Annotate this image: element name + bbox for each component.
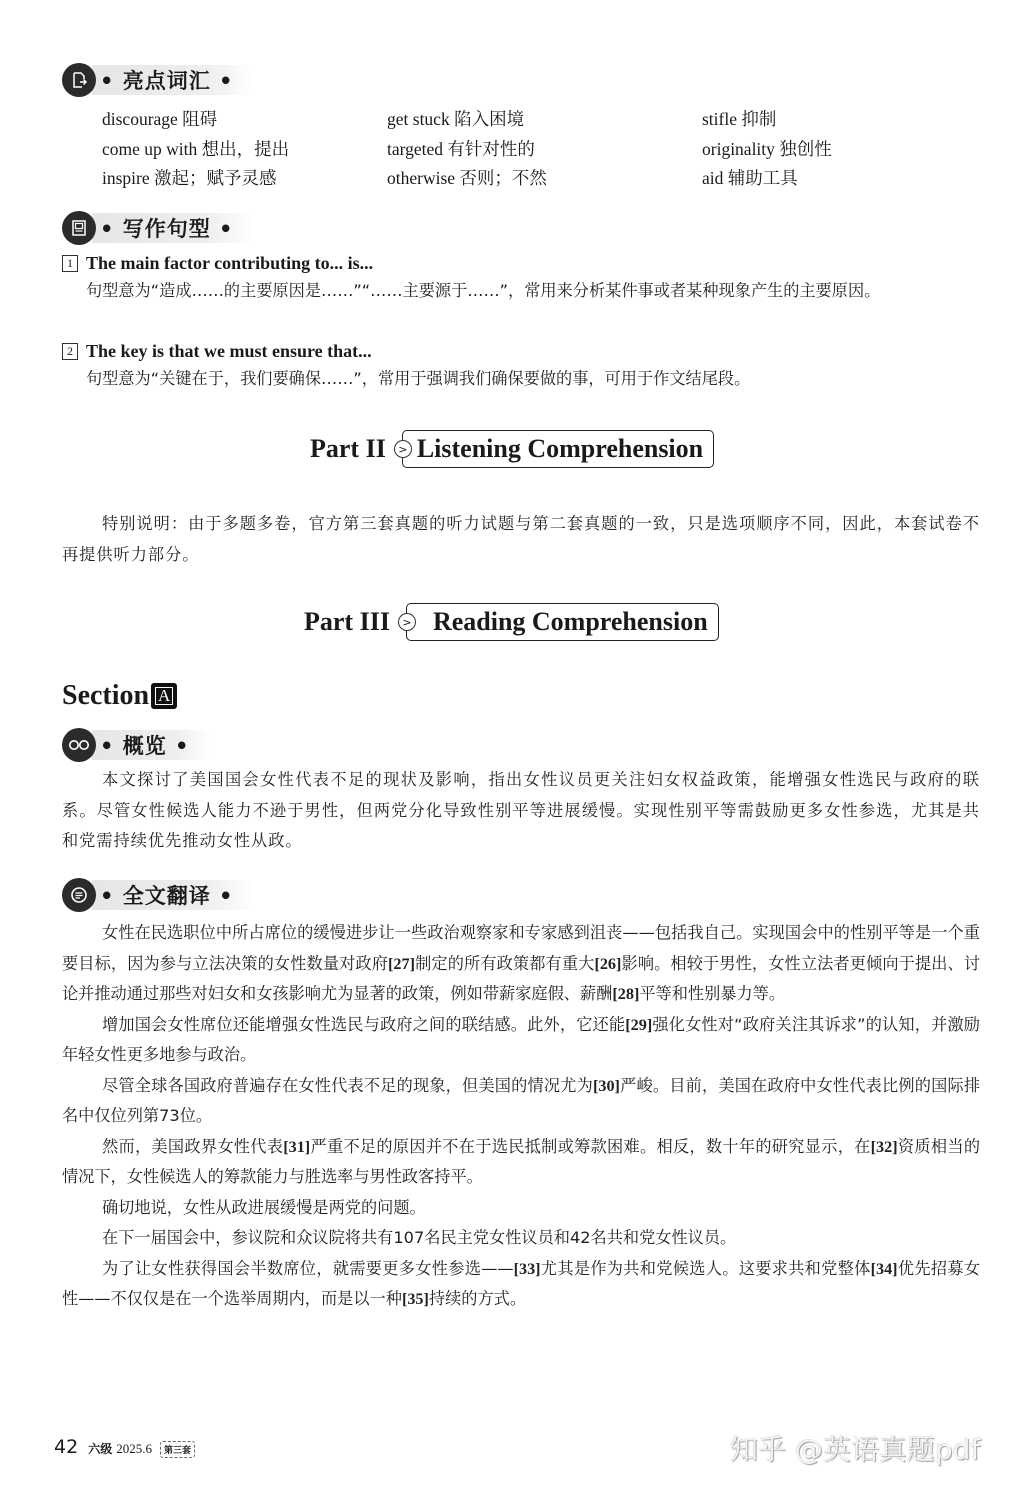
exam-date: 2025.6	[116, 1441, 152, 1456]
section-badge-letter: A	[155, 687, 173, 705]
overview-heading-title: • 概览 •	[92, 730, 211, 760]
page-number: 42	[54, 1436, 79, 1458]
vocab-item: inspire 激起；赋予灵感	[102, 168, 277, 189]
section-badge	[151, 683, 177, 709]
section-heading	[62, 680, 177, 712]
translation-body	[62, 918, 980, 1315]
pattern-number: 2	[62, 343, 78, 360]
translation-text: 然而，美国政界女性代表	[102, 1136, 284, 1156]
translation-text: 为了让女性获得国会半数席位，就需要更多女性参选——	[102, 1258, 514, 1278]
translation-text: 尽管全球各国政府普遍存在女性代表不足的现象，但美国的情况尤为	[102, 1075, 593, 1095]
blank-number: [34]	[870, 1259, 898, 1278]
blank-number: [28]	[612, 985, 640, 1003]
translation-paragraph	[62, 1071, 980, 1132]
speech-bubble-icon	[62, 878, 96, 912]
translation-heading	[62, 877, 255, 913]
chevron-right-icon: >	[398, 613, 416, 631]
pattern-description: 句型意为“关键在于，我们要确保……”，常用于强调我们确保要做的事，可用于作文结尾段。	[86, 369, 751, 388]
pattern-title: The main factor contributing to... is...	[86, 252, 374, 273]
part3-label: Part III	[304, 607, 390, 636]
vocab-row	[102, 163, 982, 193]
vocab-heading	[62, 62, 255, 98]
blank-number: [27]	[388, 954, 415, 973]
translation-paragraph	[62, 1254, 980, 1315]
watermark: 知乎 @英语真题pdf	[730, 1433, 981, 1466]
translation-text: 持续的方式。	[428, 1289, 527, 1308]
translation-paragraph	[62, 1223, 980, 1254]
glasses-icon	[62, 728, 96, 762]
part2-label: Part II	[310, 434, 386, 463]
vocab-item: come up with 想出，提出	[102, 138, 290, 159]
vocab-grid	[102, 104, 982, 193]
translation-text: 严峻。目前，美国在政府中女性代表比例的国际排名中仅位列第73位。	[62, 1075, 981, 1125]
part3-title-box	[402, 603, 719, 641]
pattern-description: 句型意为“造成……的主要原因是……”“……主要源于……”，常用来分析某件事或者某种现象产生的主要原因。	[86, 281, 881, 300]
translation-text: 女性在民选职位中所占席位的缓慢进步让一些政治观察家和专家感到沮丧——包括我自己。实现国会中的性别平等是一个重要目标，因为参与立法决策的女性数量对政府	[62, 923, 980, 973]
overview-paragraph: 本文探讨了美国国会女性代表不足的现状及影响，指出女性议员更关注妇女权益政策，能增强女性选民与政府的联系。尽管女性候选人能力不逊于男性，但两党分化导致性别平等进展缓慢。实现性别平等需鼓励更多女性参选，尤其是共和党需持续优先推动女性从政。	[62, 770, 980, 850]
vocab-row	[102, 104, 982, 134]
translation-text: 严重不足的原因并不在于选民抵制或筹款困难。相反，数十年的研究显示，在	[310, 1136, 871, 1156]
translation-text: 增加国会女性席位还能增强女性选民与政府之间的联结感。此外，它还能	[102, 1014, 626, 1034]
notebook-icon	[62, 211, 96, 245]
blank-number: [32]	[870, 1137, 898, 1156]
translation-text: 确切地说，女性从政进展缓慢是两党的问题。	[102, 1197, 426, 1217]
blank-number: [29]	[625, 1015, 653, 1034]
translation-text: 强化女性对“政府关注其诉求”的认知，并激励年轻女性更多地参与政治。	[62, 1014, 980, 1064]
vocab-heading-title: • 亮点词汇 •	[92, 65, 255, 95]
writing-heading	[62, 210, 255, 246]
vocab-item: otherwise 否则；不然	[387, 168, 547, 189]
section-label: Section	[62, 680, 150, 711]
translation-heading-title: • 全文翻译 •	[92, 880, 255, 910]
translation-paragraph	[62, 1132, 980, 1193]
exam-set-badge: 第三套	[160, 1441, 195, 1458]
translation-paragraph	[62, 1010, 980, 1071]
translation-text: 制定的所有政策都有重大	[415, 953, 595, 973]
pattern-item	[62, 250, 982, 305]
vocab-item: originality 独创性	[702, 138, 832, 159]
blank-number: [35]	[401, 1290, 429, 1308]
part2-heading	[310, 430, 714, 468]
overview-text	[62, 765, 980, 857]
blank-number: [33]	[513, 1259, 541, 1278]
writing-heading-title: • 写作句型 •	[92, 213, 255, 243]
exam-level: 六级	[88, 1442, 113, 1456]
translation-text: 平等和性别暴力等。	[639, 984, 786, 1003]
vocab-item: aid 辅助工具	[702, 168, 798, 189]
vocab-item: targeted 有针对性的	[387, 138, 535, 159]
page-footer	[54, 1436, 195, 1458]
blank-number: [31]	[283, 1137, 311, 1156]
document-arrow-icon	[62, 63, 96, 97]
blank-number: [26]	[594, 954, 622, 973]
chevron-right-icon: >	[394, 440, 412, 458]
vocab-row	[102, 134, 982, 164]
vocab-item: get stuck 陷入困境	[387, 109, 525, 130]
overview-heading	[62, 727, 211, 763]
vocab-item: stifle 抑制	[702, 109, 777, 130]
part3-title: Reading Comprehension	[432, 607, 708, 636]
vocab-item: discourage 阻碍	[102, 109, 218, 130]
blank-number: [30]	[592, 1076, 620, 1095]
translation-paragraph	[62, 1193, 980, 1224]
translation-text: 优先招募女性——不仅仅是在一个选举周期内，而是以一种	[62, 1258, 981, 1308]
translation-text: 尤其是作为共和党候选人。这要求共和党整体	[540, 1258, 871, 1278]
translation-text: 资质相当的情况下，女性候选人的筹款能力与胜选率与男性政客持平。	[62, 1136, 981, 1186]
part2-title-box	[398, 430, 714, 468]
pattern-number: 1	[62, 255, 78, 272]
pattern-item	[62, 338, 982, 393]
translation-paragraph	[62, 918, 980, 1010]
translation-text: 在下一届国会中，参议院和众议院将共有107名民主党女性议员和42名共和党女性议员。	[102, 1228, 737, 1247]
listening-note: 特别说明：由于多题多卷，官方第三套真题的听力试题与第二套真题的一致，只是选项顺序不同，因此，本套试卷不再提供听力部分。	[62, 514, 980, 564]
translation-text: 影响。相较于男性，女性立法者更倾向于提出、讨论并推动通过那些对妇女和女孩影响尤为显著的政策，例如带薪家庭假、薪酬	[62, 953, 981, 1003]
part3-heading	[304, 603, 719, 641]
pattern-title: The key is that we must ensure that...	[86, 340, 372, 361]
part2-title: Listening Comprehension	[416, 434, 704, 463]
